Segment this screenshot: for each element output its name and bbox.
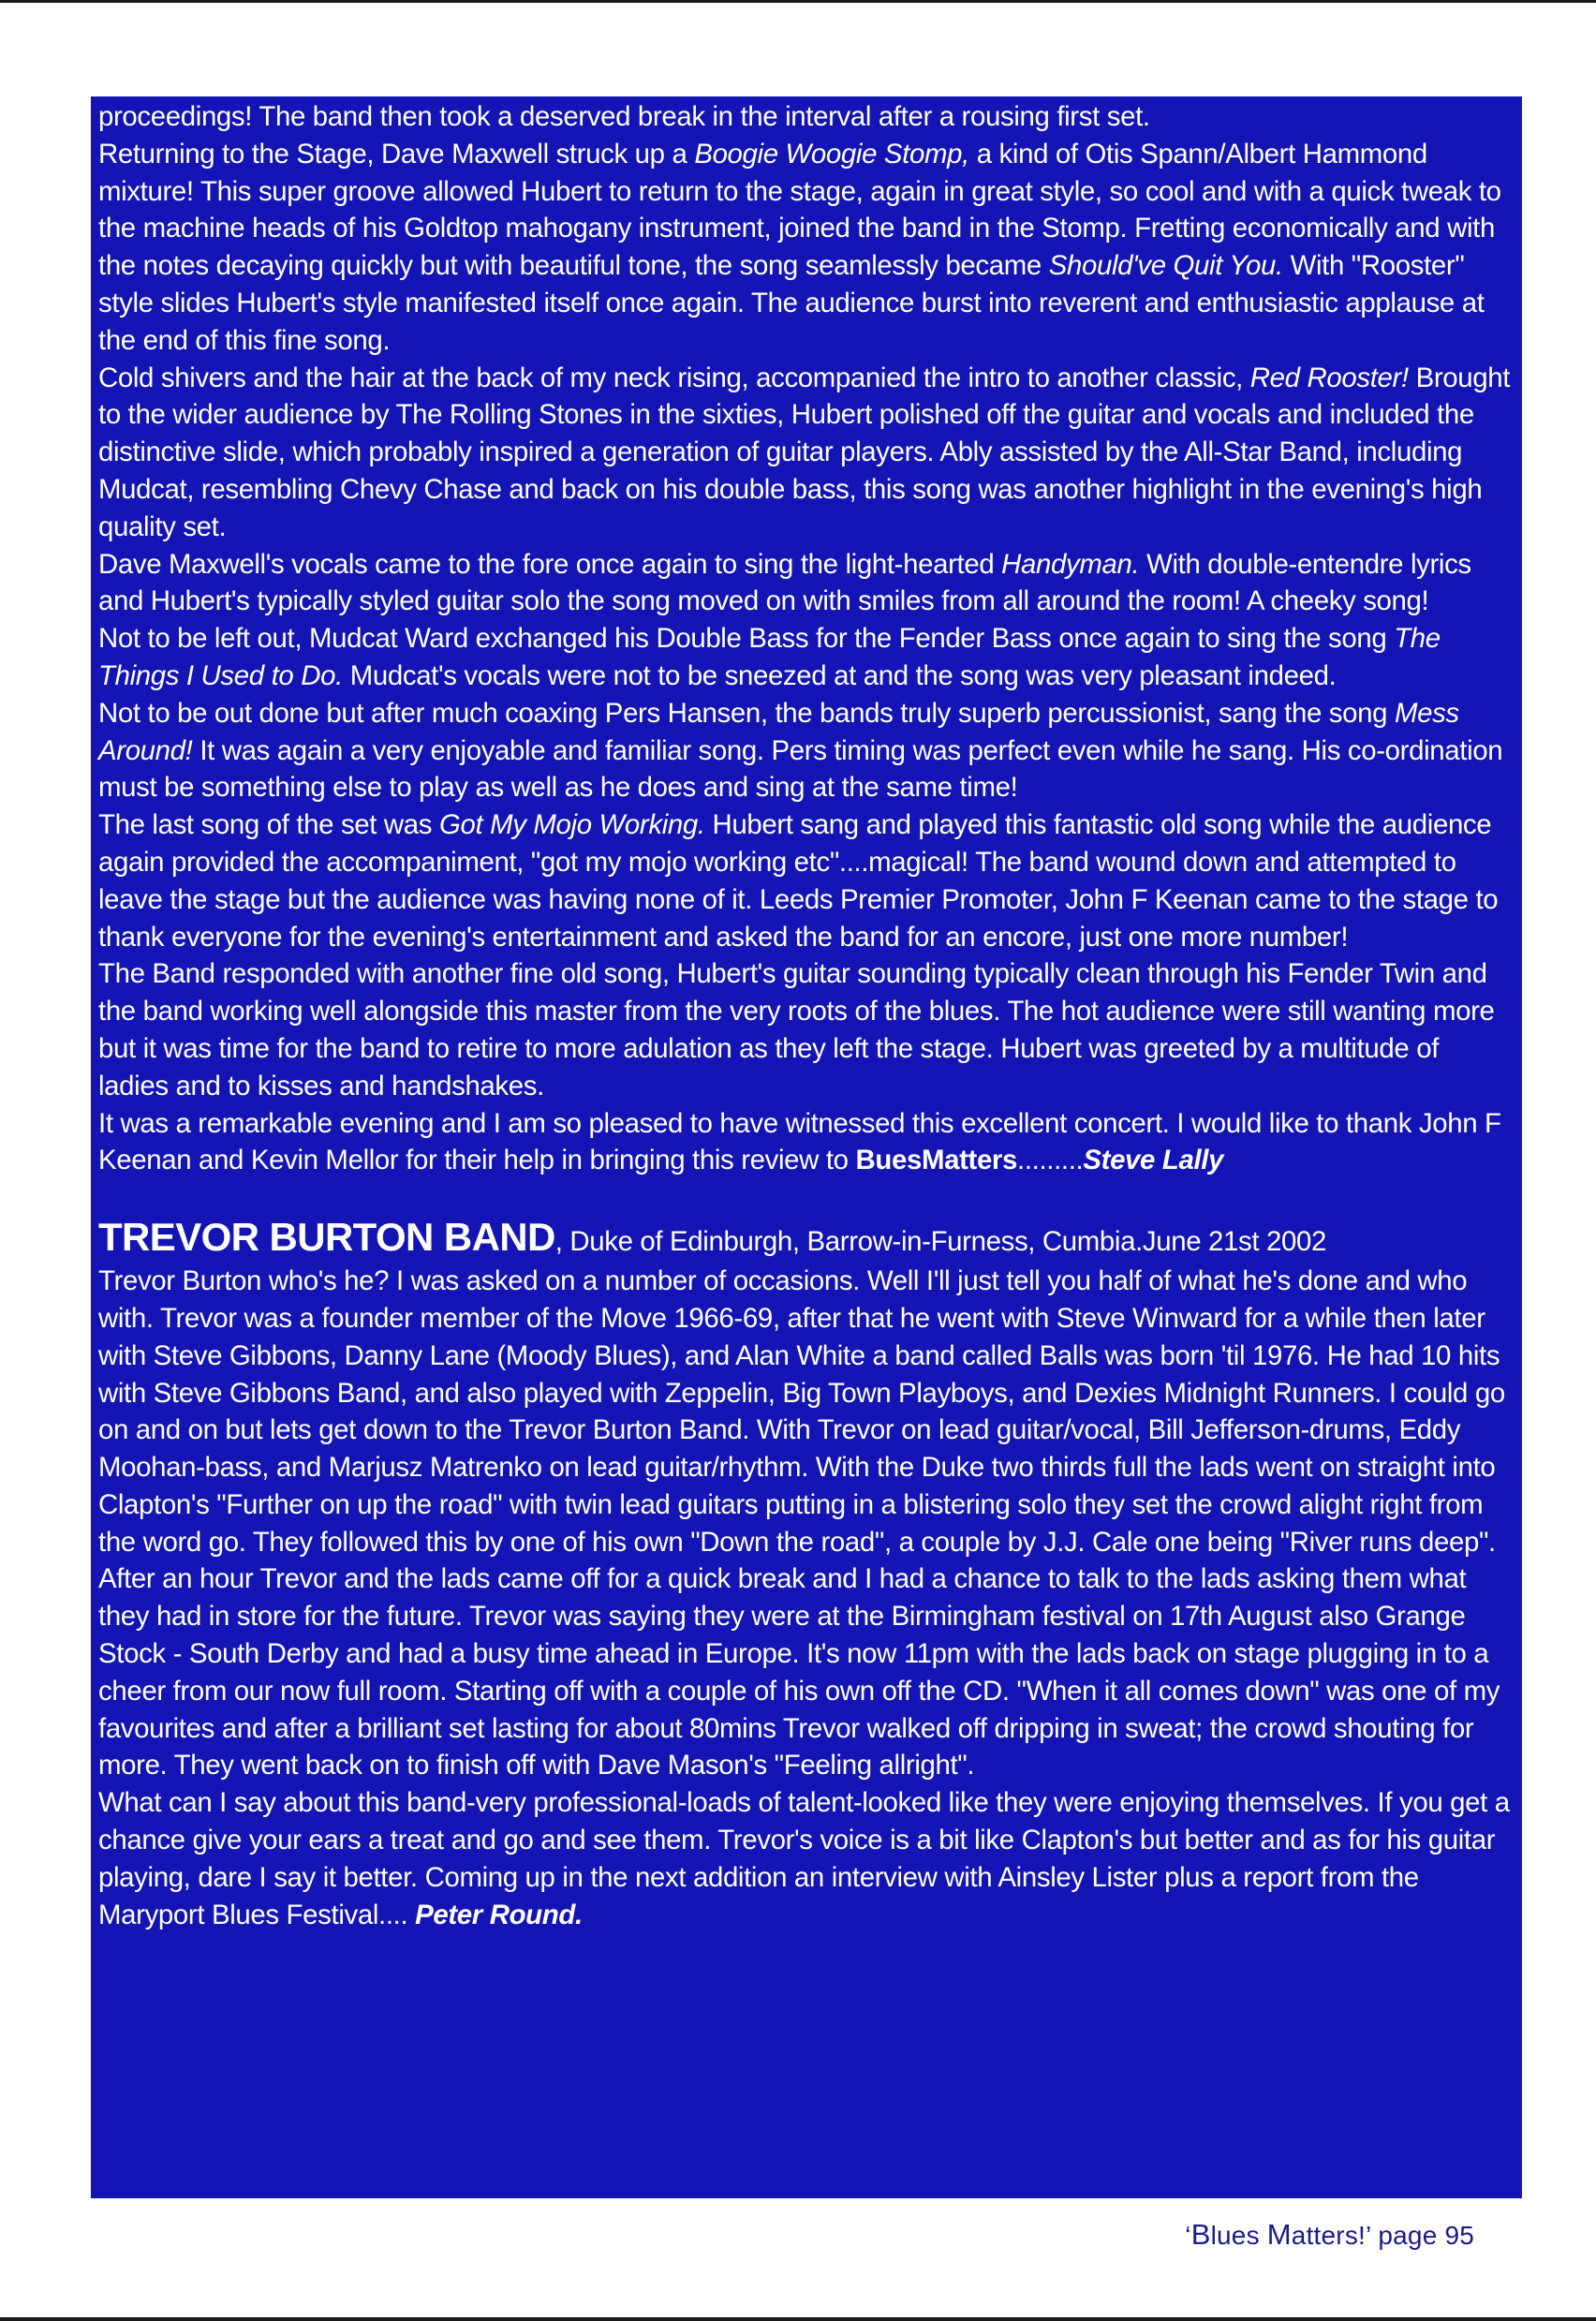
song-title: Mess Around! [98,697,1459,766]
review-heading [98,1217,1515,1263]
paragraph: Cold shivers and the hair at the back of my neck rising, accompanied the intro to another classic, Red Rooster! Brought to the wider audience by The Rolling Stones in the sixties, Hubert polished off the guitar and vocals and included the distinctive slide, which probably inspired a generation of guitar players. Ably assisted by the All-Star Band, including Mudcat, resembling Chevy Chase and back on his double bass, this song was another highlight in the evening's high quality set. [98,362,1511,542]
paragraph: After an hour Trevor and the lads came off for a quick break and I had a chance to talk to the lads asking them what they had in store for the future. Trevor was saying they were at the Birmingham festival on 17th August also Grange Stock - South Derby and had a busy time ahead in Europe. It's now 11pm with the lads back on stage plugging in to a cheer from our now full room. Starting off with a couple of his own off the CD. "When it all comes down" was one of my favourites and after a brilliant set lasting for about 80mins Trevor walked off dripping in sweat; the crowd shouting for more. They went back on to finish off with Dave Mason's "Feeling allright". [98,1563,1500,1781]
paragraph: Dave Maxwell's vocals came to the fore once again to sing the light-hearted Handyman. With double-entendre lyrics and Hubert's typically styled guitar solo the song moved on with smiles from all around the room! A cheeky song! [98,548,1471,617]
top-rule [0,0,1596,3]
song-title: Red Rooster! [1249,362,1409,393]
paragraph: The last song of the set was Got My Mojo Working. Hubert sang and played this fantastic old song while the audience again provided the accompaniment, "got my mojo working etc"....magical! The band wound down and attempted to leave the stage but the audience was having none of it. Leeds Premier Promoter, John F Keenan came to the stage to thank everyone for the evening's entertainment and asked the band for an encore, just one more number! [98,809,1499,953]
paragraph: It was a remarkable evening and I am so pleased to have witnessed this excellent concert. I would like to thank John F Keenan and Kevin Mellor for their help in bringing this review to BuesMatters.........Steve Lally [98,1107,1501,1176]
paragraph: Returning to the Stage, Dave Maxwell struck up a Boogie Woogie Stomp, a kind of Otis Spann/Albert Hammond mixture! This super groove allowed Hubert to return to the stage, again in great style, so cool and with a quick tweak to the machine heads of his Goldtop mahogany instrument, joined the band in the Stomp. Fretting economically and with the notes decaying quickly but with beautiful tone, the song seamlessly became Should've Quit You. With "Rooster" style slides Hubert's style manifested itself once again. The audience burst into reverent and enthusiastic applause at the end of this fine song. [98,138,1501,356]
page-footer: ‘Blues Matters!’ page 95 [1185,2218,1474,2251]
article-panel [91,96,1522,2198]
paragraph: The Band responded with another fine old song, Hubert's guitar sounding typically clean through his Fender Twin and the band working well alongside this master from the very roots of the blues. The hot audience were still wanting more but it was time for the band to retire to more adulation as they left the stage. Hubert was greeted by a multitude of ladies and to kisses and handshakes. [98,958,1495,1101]
song-title: Handyman. [1001,548,1140,580]
author-signature: Peter Round. [415,1899,583,1930]
song-title: Boogie Woogie Stomp, [694,138,969,170]
band-name: TREVOR BURTON BAND [98,1215,555,1260]
song-title: Got My Mojo Working. [438,809,705,841]
song-title: The Things I Used to Do. [98,623,1441,691]
paragraph: proceedings! The band then took a deserved break in the interval after a rousing first set. [98,101,1150,132]
venue-date: , Duke of Edinburgh, Barrow-in-Furness, Cumbia.June 21st 2002 [554,1226,1327,1258]
song-title: Should've Quit You. [1048,250,1283,282]
paragraph: Not to be left out, Mudcat Ward exchanged his Double Bass for the Fender Bass once again to sing the song The Things I Used to Do. Mudcat's vocals were not to be sneezed at and the song was very pleasant indeed. [98,623,1441,691]
author-signature: Steve Lally [1083,1145,1224,1176]
paragraph: What can I say about this band-very professional-loads of talent-looked like they were enjoying themselves. If you get a chance give your ears a treat and go and see them. Trevor's voice is a bit like Clapton's but better and as for his guitar playing, dare I say it better. Coming up in the next addition an interview with Ainsley Lister plus a report from the Maryport Blues Festival.... Peter Round. [98,1787,1510,1930]
paragraph: Trevor Burton who's he? I was asked on a number of occasions. Well I'll just tell you half of what he's done and who with. Trevor was a founder member of the Move 1966-69, after that he went with Steve Winward for a while then later with Steve Gibbons, Danny Lane (Moody Blues), and Alan White a band called Balls was born 'til 1976. He had 10 hits with Steve Gibbons Band, and also played with Zeppelin, Big Town Playboys, and Dexies Midnight Runners. I could go on and on but lets get down to the Trevor Burton Band. With Trevor on lead guitar/vocal, Bill Jefferson-drums, Eddy Moohan-bass, and Marjusz Matrenko on lead guitar/rhythm. With the Duke two thirds full the lads went on straight into Clapton's "Further on up the road" with twin lead guitars putting in a blistering solo they set the crowd alight right from the word go. They followed this by one of his own "Down the road", a couple by J.J. Cale one being "River runs deep". [98,1265,1505,1558]
bottom-rule [0,2317,1596,2321]
page-number: page 95 [1370,2221,1474,2250]
magazine-name: BuesMatters [855,1145,1018,1176]
paragraph: Not to be out done but after much coaxing Pers Hansen, the bands truly superb percussionist, sang the song Mess Around! It was again a very enjoyable and familiar song. Pers timing was perfect even while he sang. His co-ordination must be something else to play as well as he does and sing at the same time! [98,697,1503,804]
